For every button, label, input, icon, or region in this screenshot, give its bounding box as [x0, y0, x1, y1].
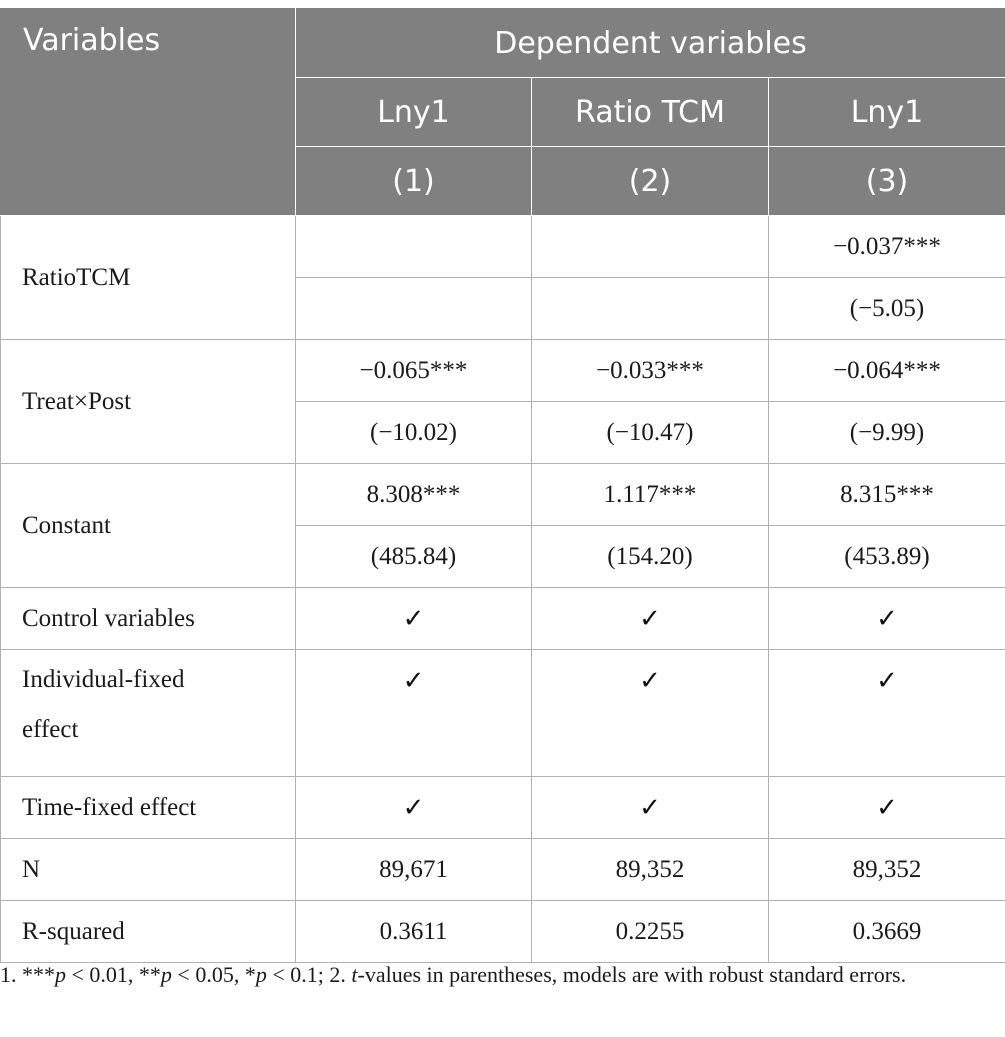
check-icon: ✓ — [639, 603, 661, 634]
row-label-ratiotcm: RatioTCM — [1, 216, 296, 340]
table-row-constant-coef — [1, 464, 1005, 526]
regression-table-container — [0, 8, 1005, 963]
footnote-p-italic-3: p — [255, 962, 267, 987]
footnote-text-1: 1. *** — [0, 962, 55, 987]
cell-ratiotcm-coef-2 — [532, 216, 769, 278]
row-label-n: N — [1, 839, 296, 901]
cell-constant-tval-1: (485.84) — [296, 526, 532, 588]
cell-r-squared-3: 0.3669 — [769, 901, 1005, 963]
column-header-dependent-1: Lny1 — [296, 78, 532, 147]
cell-treat-post-coef-3: −0.064*** — [769, 340, 1005, 402]
checkmark-control-2 — [532, 588, 769, 650]
cell-ratiotcm-tval-1 — [296, 278, 532, 340]
cell-constant-coef-3: 8.315*** — [769, 464, 1005, 526]
header-row-group — [1, 9, 1005, 78]
regression-table — [0, 8, 1005, 963]
cell-n-3: 89,352 — [769, 839, 1005, 901]
table-row-control-variables — [1, 588, 1005, 650]
check-icon: ✓ — [402, 792, 425, 823]
cell-treat-post-coef-2: −0.033*** — [532, 340, 769, 402]
row-label-treat-post: Treat×Post — [1, 340, 296, 464]
column-header-model-2: (2) — [532, 147, 769, 216]
cell-ratiotcm-tval-2 — [532, 278, 769, 340]
cell-ratiotcm-coef-3: −0.037*** — [769, 216, 1005, 278]
row-label-r-squared: R-squared — [1, 901, 296, 963]
check-icon: ✓ — [639, 792, 661, 823]
checkmark-individual-2 — [532, 650, 769, 777]
cell-constant-tval-3: (453.89) — [769, 526, 1005, 588]
footnote-text-4: < 0.1; 2. — [266, 962, 352, 987]
check-icon: ✓ — [876, 792, 898, 823]
checkmark-control-3 — [769, 588, 1005, 650]
checkmark-control-1 — [296, 588, 532, 650]
column-header-dependent-2: Ratio TCM — [532, 78, 769, 147]
table-row-ratiotcm-coef — [1, 216, 1005, 278]
cell-treat-post-tval-2: (−10.47) — [532, 402, 769, 464]
row-label-individual-fixed-effect-text: Individual-fixed effect — [22, 666, 185, 743]
row-label-constant: Constant — [1, 464, 296, 588]
table-row-r-squared — [1, 901, 1005, 963]
variables-header: Variables — [1, 9, 296, 216]
cell-treat-post-tval-3: (−9.99) — [769, 402, 1005, 464]
column-header-model-3: (3) — [769, 147, 1005, 216]
dependent-variables-header: Dependent variables — [296, 9, 1005, 78]
table-row-n — [1, 839, 1005, 901]
footnote-text-2: < 0.01, ** — [66, 962, 161, 987]
cell-n-2: 89,352 — [532, 839, 769, 901]
check-icon: ✓ — [639, 666, 661, 696]
footnote-t-italic: t — [351, 962, 358, 987]
cell-ratiotcm-coef-1 — [296, 216, 532, 278]
column-header-model-1: (1) — [296, 147, 532, 216]
column-header-dependent-3: Lny1 — [769, 78, 1005, 147]
footnote-p-italic-1: p — [55, 962, 66, 987]
checkmark-individual-1 — [296, 650, 532, 777]
table-footnote — [0, 958, 1000, 992]
check-icon: ✓ — [876, 603, 898, 634]
cell-treat-post-coef-1: −0.065*** — [296, 340, 532, 402]
table-row-time-fixed-effect — [1, 777, 1005, 839]
row-label-control-variables: Control variables — [1, 588, 296, 650]
footnote-text-5: -values in parentheses, models are with robust standard errors. — [357, 962, 907, 987]
footnote-p-italic-2: p — [160, 962, 172, 987]
checkmark-time-2 — [532, 777, 769, 839]
cell-constant-tval-2: (154.20) — [532, 526, 769, 588]
cell-constant-coef-1: 8.308*** — [296, 464, 532, 526]
table-row-treat-post-coef — [1, 340, 1005, 402]
footnote-text-3: < 0.05, * — [171, 962, 256, 987]
cell-r-squared-2: 0.2255 — [532, 901, 769, 963]
row-label-individual-fixed-effect — [1, 650, 296, 777]
check-icon: ✓ — [402, 603, 425, 634]
cell-r-squared-1: 0.3611 — [296, 901, 532, 963]
row-label-time-fixed-effect: Time-fixed effect — [1, 777, 296, 839]
cell-n-1: 89,671 — [296, 839, 532, 901]
cell-ratiotcm-tval-3: (−5.05) — [769, 278, 1005, 340]
checkmark-individual-3 — [769, 650, 1005, 777]
check-icon: ✓ — [876, 666, 898, 696]
checkmark-time-1 — [296, 777, 532, 839]
check-icon: ✓ — [402, 666, 425, 696]
cell-constant-coef-2: 1.117*** — [532, 464, 769, 526]
checkmark-time-3 — [769, 777, 1005, 839]
cell-treat-post-tval-1: (−10.02) — [296, 402, 532, 464]
table-row-individual-fixed-effect — [1, 650, 1005, 777]
